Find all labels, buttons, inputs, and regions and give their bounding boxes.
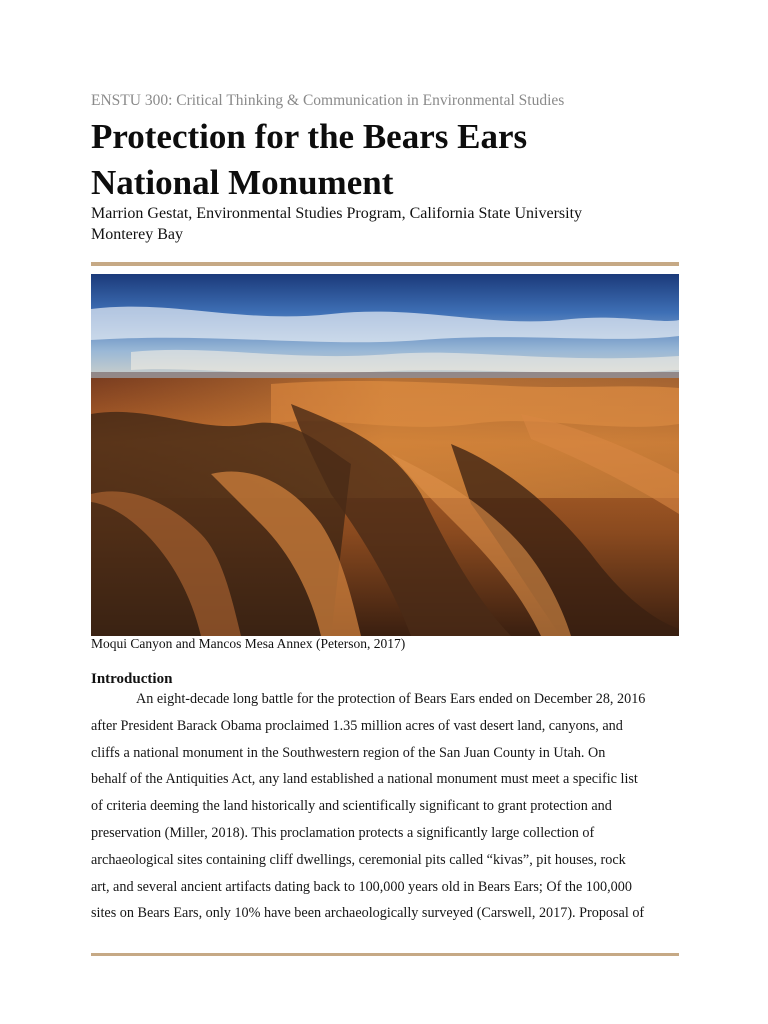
paragraph-line: archaeological sites containing cliff dwellings, ceremonial pits called “kivas”, pit houses, rock (91, 851, 626, 868)
paragraph-line: preservation (Miller, 2018). This proclamation protects a significantly large collection of (91, 824, 595, 841)
paragraph-line: An eight-decade long battle for the protection of Bears Ears ended on December 28, 2016 (136, 691, 646, 707)
bottom-divider (91, 953, 679, 956)
course-header: ENSTU 300: Critical Thinking & Communication in Environmental Studies (91, 92, 565, 109)
section-heading-introduction: Introduction (91, 671, 173, 687)
paragraph-line: art, and several ancient artifacts dating back to 100,000 years old in Bears Ears; Of the 100,000 (91, 878, 632, 895)
author-line-2: Monterey Bay (91, 226, 183, 243)
author-line-1: Marrion Gestat, Environmental Studies Program, California State University (91, 205, 583, 222)
introduction-paragraph (91, 686, 681, 927)
paragraph-line: cliffs a national monument in the Southwestern region of the San Juan County in Utah. On (91, 744, 606, 761)
title-line-2: National Monument (91, 163, 394, 202)
document-title (91, 114, 691, 206)
paragraph-line: after President Barack Obama proclaimed 1.35 million acres of vast desert land, canyons, and (91, 717, 623, 734)
top-divider (91, 262, 679, 266)
photo-caption: Moqui Canyon and Mancos Mesa Annex (Peterson, 2017) (91, 636, 406, 651)
author-affiliation (91, 203, 691, 245)
paragraph-line: of criteria deeming the land historically and scientifically significant to grant protection and (91, 798, 612, 815)
title-line-1: Protection for the Bears Ears (91, 117, 528, 156)
paragraph-line: behalf of the Antiquities Act, any land established a national monument must meet a specific list (91, 771, 638, 788)
paragraph-line: sites on Bears Ears, only 10% have been archaeologically surveyed (Carswell, 2017). Proposal of (91, 905, 645, 922)
canyon-landscape-photo (91, 274, 679, 636)
